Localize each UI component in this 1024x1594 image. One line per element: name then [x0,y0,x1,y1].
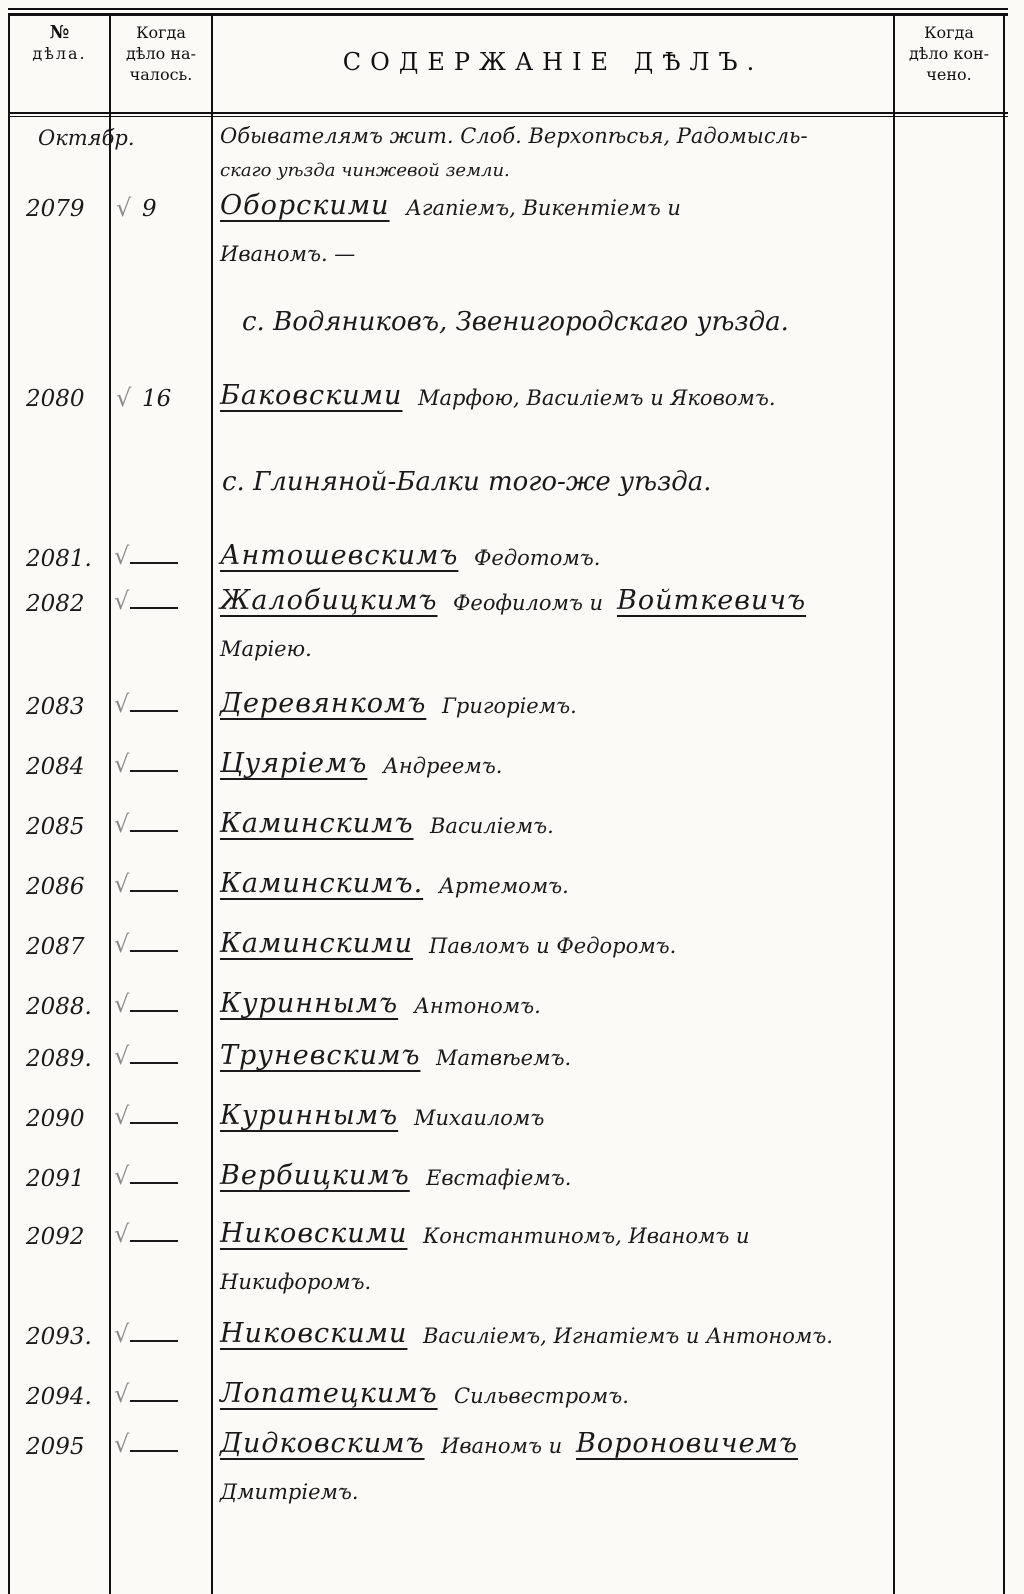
case-number: 2086 [26,874,85,900]
entry-surname: Куриннымъ [220,1100,399,1131]
date-dash [130,1062,178,1064]
header-start-line-1: Когда [136,23,186,42]
start-date: 16 [142,386,172,412]
entry-continuation: Маріею. [220,637,312,661]
entry-surname: Никовскими [220,1218,408,1249]
date-dash [130,1010,178,1012]
entry-continuation: Иваномъ. — [220,242,356,266]
entry-names: Григоріемъ. [442,694,577,718]
entry-surname: Баковскими [220,380,403,411]
entry-surname: Вербицкимъ [220,1160,410,1191]
entry-surname-second: Войткевичъ [617,585,807,616]
case-number: 2087 [26,934,85,960]
entry-names: Андреемъ. [383,754,503,778]
entry-names: Иваномъ и [441,1434,563,1458]
case-number: 2090 [26,1106,85,1132]
entry-surname: Каминскимъ. [220,868,424,899]
check-mark-icon: √ [114,587,130,615]
date-dash [130,1122,178,1124]
case-number: 2088. [26,994,92,1020]
case-number: 2092 [26,1224,85,1250]
header-end-date [895,22,1003,85]
start-date: 9 [142,196,157,222]
entry-names: Марфою, Василіемъ и Яковомъ. [418,386,776,410]
check-mark-icon: √ [116,194,132,222]
month-label: Октябр. [38,126,135,150]
date-dash [130,1182,178,1184]
entry-names: Антономъ. [414,994,541,1018]
check-mark-icon: √ [114,930,130,958]
entry-surname: Каминскими [220,928,413,959]
intro-line-2: скаго уѣзда чинжевой земли. [220,160,510,181]
check-mark-icon: √ [114,690,130,718]
top-border [8,8,1008,10]
date-dash [130,562,178,564]
case-number: 2085 [26,814,85,840]
check-mark-icon: √ [114,750,130,778]
header-divider-thin [8,116,1008,117]
check-mark-icon: √ [114,1430,130,1458]
check-mark-icon: √ [114,1042,130,1070]
check-mark-icon: √ [114,1380,130,1408]
date-dash [130,950,178,952]
check-mark-icon: √ [114,1220,130,1248]
column-rule-left [8,13,10,1594]
village-heading-2: с. Глиняной-Балки того-же уѣзда. [222,467,712,497]
date-dash [130,890,178,892]
check-mark-icon: √ [114,1162,130,1190]
case-number: 2089. [26,1046,92,1072]
column-rule-2 [211,13,213,1594]
entry-continuation: Никифоромъ. [220,1270,372,1294]
case-number: 2081. [26,546,92,572]
case-number: 2084 [26,754,85,780]
date-dash [130,710,178,712]
case-number: 2079 [26,196,85,222]
case-number: 2095 [26,1434,85,1460]
header-start-date [111,22,211,85]
entry-surname: Лопатецкимъ [220,1378,438,1409]
entry-continuation: Дмитріемъ. [220,1480,359,1504]
case-number: 2093. [26,1324,92,1350]
entry-surname: Жалобицкимъ [220,585,438,616]
header-content-title: СОДЕРЖАНІЕ ДѢЛЪ. [342,48,764,76]
header-case-number [10,22,109,64]
date-dash [130,1340,178,1342]
date-dash [130,770,178,772]
check-mark-icon: √ [114,542,130,570]
entry-surname: Каминскимъ [220,808,414,839]
top-border-thick [8,13,1008,16]
entry-surname: Оборскими [220,190,390,221]
entry-surname: Дидковскимъ [220,1428,425,1459]
entry-surname: Антошевскимъ [220,540,459,571]
header-start-line-3: чалось. [129,65,193,84]
column-rule-1 [109,13,111,1594]
entry-names: Артемомъ. [439,874,569,898]
header-end-line-2: дѣло кон- [908,44,990,63]
entry-names: Василіемъ, Игнатіемъ и Антономъ. [423,1324,833,1348]
header-num-label: дѣла. [32,44,87,63]
header-end-line-1: Когда [924,23,974,42]
check-mark-icon: √ [114,870,130,898]
check-mark-icon: √ [114,1102,130,1130]
entry-names: Агапіемъ, Викентіемъ и [406,196,681,220]
check-mark-icon: √ [114,1320,130,1348]
entry-surname: Деревянкомъ [220,688,427,719]
header-num-sign: № [49,22,70,43]
village-heading-1: с. Водяниковъ, Звенигородскаго уѣзда. [242,307,789,337]
header-divider [8,112,1008,114]
entry-names: Феофиломъ и [453,591,604,615]
date-dash [130,1450,178,1452]
entry-surname: Цуяріемъ [220,748,368,779]
entry-names: Федотомъ. [474,546,601,570]
entry-names: Евстафіемъ. [426,1166,572,1190]
case-number: 2094. [26,1384,92,1410]
date-dash [130,1240,178,1242]
entry-names: Константиномъ, Иваномъ и [423,1224,750,1248]
check-mark-icon: √ [114,810,130,838]
date-dash [130,830,178,832]
entry-surname: Куриннымъ [220,988,399,1019]
entry-names: Матвѣемъ. [436,1046,572,1070]
entry-surname: Никовскими [220,1318,408,1349]
date-dash [130,1400,178,1402]
column-rule-right [1003,13,1005,1594]
header-end-line-3: чено. [926,65,972,84]
entry-names: Василіемъ. [430,814,554,838]
intro-line-1: Обывателямъ жит. Слоб. Верхопѣсья, Радомысль- [220,124,808,148]
case-number: 2082 [26,591,85,617]
check-mark-icon: √ [116,384,132,412]
case-number: 2083 [26,694,85,720]
entry-names: Михаиломъ [414,1106,545,1130]
entry-surname: Труневскимъ [220,1040,421,1071]
case-number: 2080 [26,386,85,412]
entry-surname-second: Вороновичемъ [576,1428,798,1459]
check-mark-icon: √ [114,990,130,1018]
case-number: 2091 [26,1166,85,1192]
column-rule-3 [893,13,895,1594]
header-start-line-2: дѣло на- [126,44,196,63]
entry-names: Павломъ и Федоромъ. [429,934,677,958]
date-dash [130,607,178,609]
entry-names: Сильвестромъ. [454,1384,629,1408]
